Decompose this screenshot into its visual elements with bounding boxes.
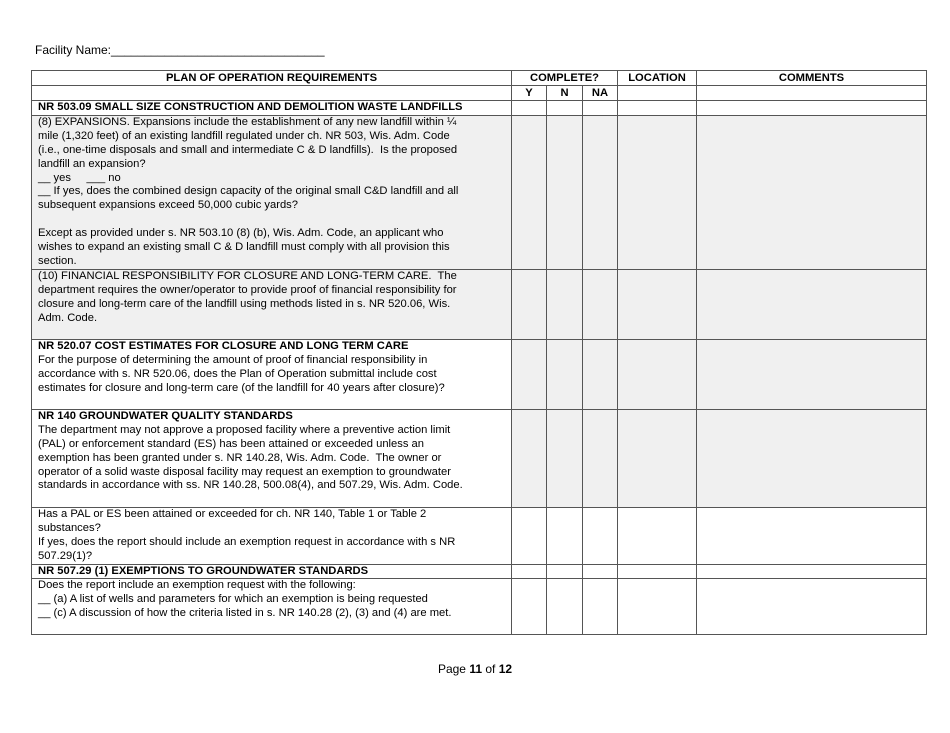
na-cell[interactable] (583, 115, 618, 269)
y-cell[interactable] (512, 564, 547, 579)
exemption-text: Does the report include an exemption request with the following: __ (a) A list of wells and parameters for which an exemption is being requested __ (c) A discussion of how the criteria listed in s. NR 140.28 (2), (3) and (4) are met. (32, 579, 512, 635)
comments-cell[interactable] (697, 101, 927, 116)
table-row-cost (32, 339, 927, 409)
page-of: of (485, 662, 496, 676)
n-cell[interactable] (547, 409, 583, 507)
table-row-pal (32, 507, 927, 564)
comments-cell[interactable] (697, 409, 927, 507)
page-footer (0, 662, 950, 676)
header-location: LOCATION (618, 71, 697, 86)
header-y: Y (512, 86, 547, 101)
comments-cell[interactable] (697, 579, 927, 635)
cost-text: NR 520.07 COST ESTIMATES FOR CLOSURE AND LONG TERM CARE For the purpose of determining the amount of proof of financial responsibility in accordance with s. NR 520.06, does the Plan of Operation submittal include cost estimates for closure and long-term care (of the landfill for 40 years after closure)? (32, 339, 512, 409)
location-cell[interactable] (618, 579, 697, 635)
section-nr50729-title: NR 507.29 (1) EXEMPTIONS TO GROUNDWATER STANDARDS (32, 564, 512, 579)
n-cell[interactable] (547, 339, 583, 409)
na-cell[interactable] (583, 579, 618, 635)
comments-cell[interactable] (697, 115, 927, 269)
groundwater-text: NR 140 GROUNDWATER QUALITY STANDARDS The department may not approve a proposed facility where a preventive action limit (PAL) or enforcement standard (ES) has been attained or exceeded unless an exemption has been granted under s. NR 140.28, Wis. Adm. Code. The owner or operator of a solid waste disposal facility may request an exemption to groundwater standards in accordance with ss. NR 140.28, 500.08(4), and 507.29, Wis. Adm. Code. (32, 409, 512, 507)
table-row-exemption (32, 579, 927, 635)
na-cell[interactable] (583, 339, 618, 409)
header-n: N (547, 86, 583, 101)
page-prefix: Page (437, 662, 466, 676)
location-cell[interactable] (618, 269, 697, 339)
y-cell[interactable] (512, 269, 547, 339)
comments-cell[interactable] (697, 339, 927, 409)
location-cell[interactable] (618, 115, 697, 269)
comments-cell[interactable] (697, 507, 927, 564)
n-cell[interactable] (547, 269, 583, 339)
na-cell[interactable] (583, 409, 618, 507)
facility-name-field: Facility Name:________________________________ (35, 43, 325, 57)
y-cell[interactable] (512, 339, 547, 409)
section-nr50309-title: NR 503.09 SMALL SIZE CONSTRUCTION AND DEMOLITION WASTE LANDFILLS (32, 101, 512, 116)
requirements-table (31, 70, 927, 635)
financial-text: (10) FINANCIAL RESPONSIBILITY FOR CLOSURE AND LONG-TERM CARE. The department requires the owner/operator to provide proof of financial responsibility for closure and long-term care of the landfill using methods listed in s. NR 520.06, Wis. Adm. Code. (32, 269, 512, 339)
n-cell[interactable] (547, 579, 583, 635)
table-row-financial (32, 269, 927, 339)
location-cell[interactable] (618, 564, 697, 579)
table-row-groundwater (32, 409, 927, 507)
location-cell[interactable] (618, 101, 697, 116)
y-cell[interactable] (512, 409, 547, 507)
table-row-expansions (32, 115, 927, 269)
header-na: NA (583, 86, 618, 101)
comments-cell[interactable] (697, 269, 927, 339)
subheader-row (32, 86, 927, 101)
na-cell[interactable] (583, 101, 618, 116)
subheader-blank (32, 86, 512, 101)
page-current: 11 (469, 662, 482, 676)
groundwater-title: NR 140 GROUNDWATER QUALITY STANDARDS (38, 409, 293, 422)
location-cell[interactable] (618, 339, 697, 409)
header-requirements: PLAN OF OPERATION REQUIREMENTS (32, 71, 512, 86)
header-row (32, 71, 927, 86)
location-cell[interactable] (618, 409, 697, 507)
subheader-comments-blank (697, 86, 927, 101)
location-cell[interactable] (618, 507, 697, 564)
y-cell[interactable] (512, 115, 547, 269)
expansions-text: (8) EXPANSIONS. Expansions include the establishment of any new landfill within ¼ mile (1,320 feet) of an existing landfill regulated under ch. NR 503, Wis. Adm. Code (i.e., one-time disposals and small and intermediate C & D landfills). Is the proposed landfill an expansion? __ yes ___ no __ If yes, does the combined design capacity of the original small C&D landfill and all subsequent expansions exceed 50,000 cubic yards? Except as provided under s. NR 503.10 (8) (b), Wis. Adm. Code, an applicant who wishes to expand an existing small C & D landfill must comply with all provision this section. (32, 115, 512, 269)
pal-text: Has a PAL or ES been attained or exceeded for ch. NR 140, Table 1 or Table 2 substances? If yes, does the report should include an exemption request in accordance with s NR 507.29(1)? (32, 507, 512, 564)
na-cell[interactable] (583, 564, 618, 579)
subheader-location-blank (618, 86, 697, 101)
n-cell[interactable] (547, 115, 583, 269)
section-row (32, 564, 927, 579)
y-cell[interactable] (512, 101, 547, 116)
na-cell[interactable] (583, 269, 618, 339)
header-complete: COMPLETE? (512, 71, 618, 86)
n-cell[interactable] (547, 101, 583, 116)
section-row (32, 101, 927, 116)
comments-cell[interactable] (697, 564, 927, 579)
page-total: 12 (498, 662, 513, 676)
header-comments: COMMENTS (697, 71, 927, 86)
n-cell[interactable] (547, 564, 583, 579)
y-cell[interactable] (512, 507, 547, 564)
cost-title: NR 520.07 COST ESTIMATES FOR CLOSURE AND LONG TERM CARE (38, 339, 409, 352)
n-cell[interactable] (547, 507, 583, 564)
y-cell[interactable] (512, 579, 547, 635)
na-cell[interactable] (583, 507, 618, 564)
